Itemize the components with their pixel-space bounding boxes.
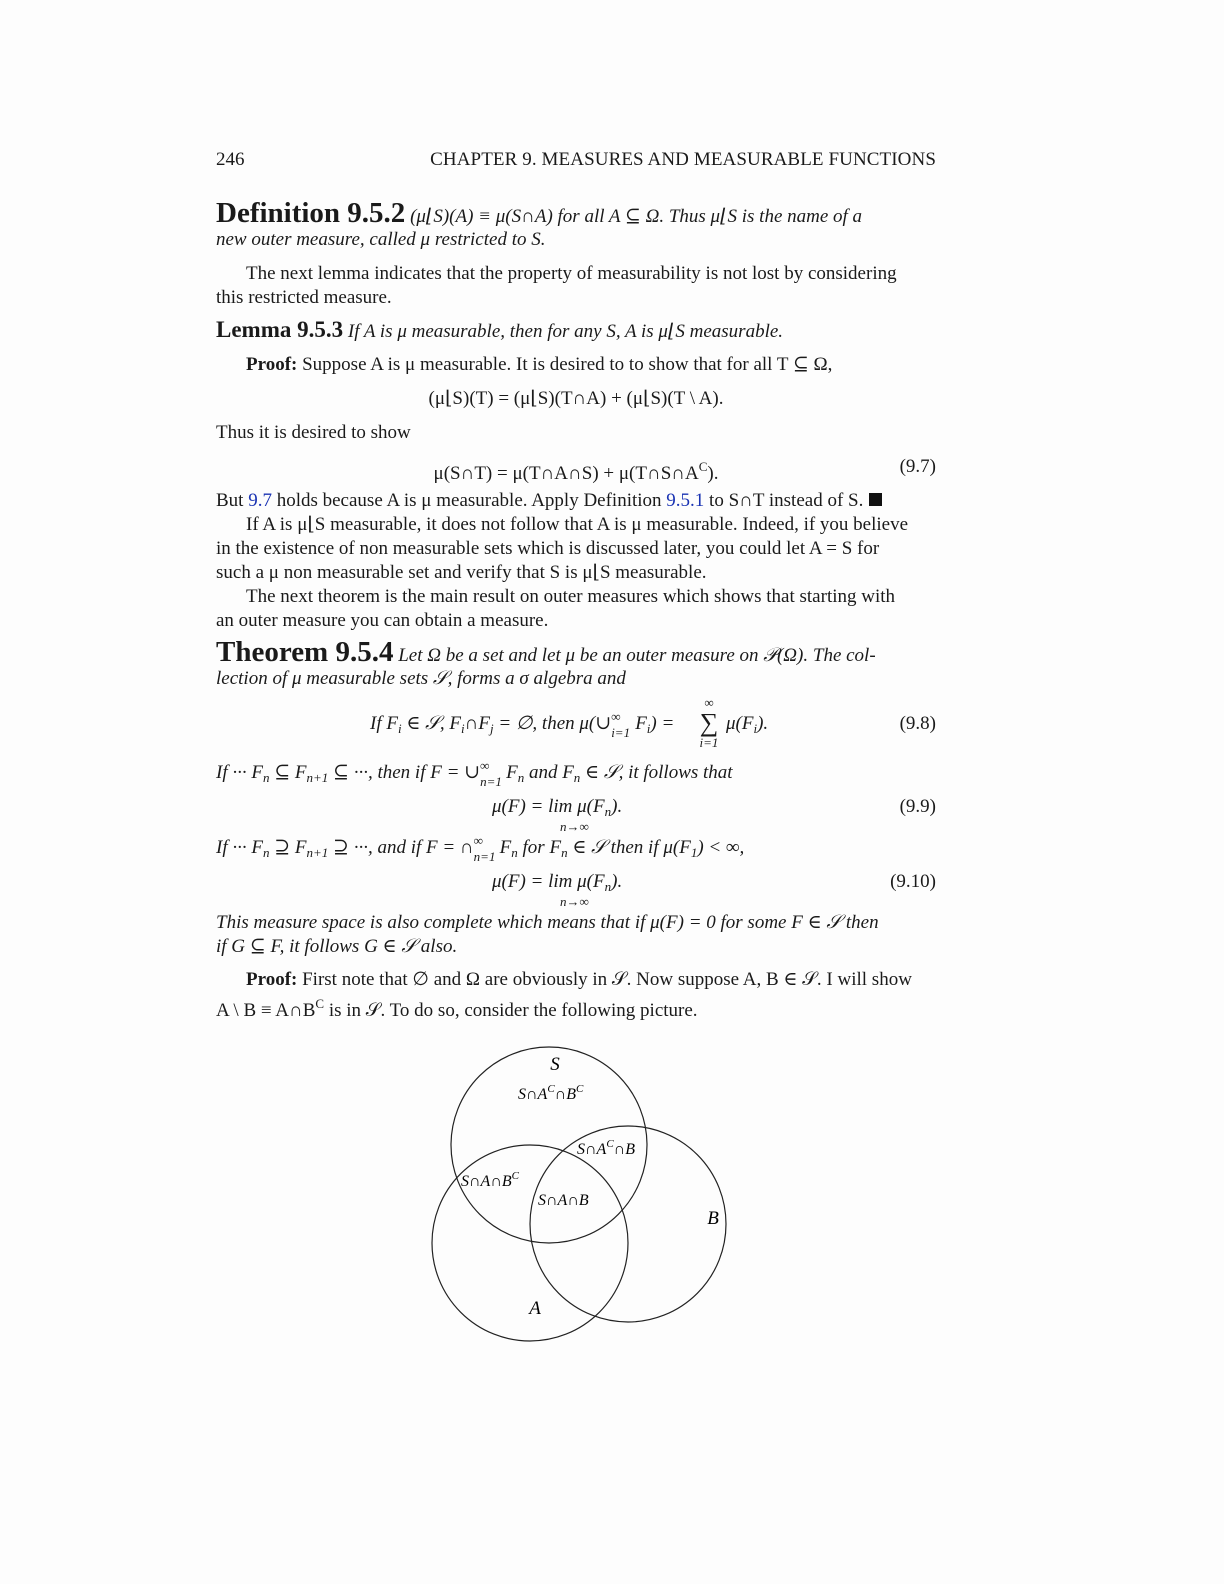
- paragraph-3: The next theorem is the main result on outer measures which shows that starting with an outer measure you can obtain a measure.: [216, 586, 896, 631]
- equation-tag-9-8: (9.8): [899, 713, 936, 734]
- chapter-title: CHAPTER 9. MEASURES AND MEASURABLE FUNCTIONS: [430, 149, 936, 170]
- proof-2-label: Proof:: [246, 969, 298, 990]
- page-number: 246: [216, 149, 245, 170]
- proof-1-thus: Thus it is desired to show: [216, 422, 411, 443]
- proof-2: Proof: First note that ∅ and Ω are obviously in 𝒮. Now suppose A, B ∈ 𝒮. I will show A \ $B \equiv A\cap B^C$ is in 𝒮. To do so, consider the following picture.: [216, 969, 912, 1021]
- paragraph-1-line-2: this restricted measure.: [216, 287, 392, 308]
- ref-definition-9-5-1-link[interactable]: 9.5.1: [666, 490, 705, 511]
- lemma-label: Lemma 9.5.3: [216, 317, 344, 342]
- equation-tag-9-9: (9.9): [899, 796, 936, 817]
- ref-equation-9-7-link[interactable]: 9.7: [248, 490, 272, 511]
- equation-9-8: If $F_i$ ∈ 𝒮, $F_i\cap F_j$ = ∅, then μ(∪ ∞ i=1 $F_i$) = ∞ ∑ i=1 $\mu(F_i)$. (9.8): [370, 695, 936, 750]
- venn-region-S-A-B: S∩A∩B: [538, 1192, 589, 1209]
- theorem-decreasing-line: If ··· $F_n$ ⊇ $F_{n+1}$ ⊇ ···, and if F = ∩ ∞ n=1 $F_n$ for $F_n$ ∈ 𝒮 then if $\mu(F_1)$ < ∞,: [216, 833, 745, 864]
- venn-region-S-only: $S\cap A^C\cap B^C$: [518, 1083, 584, 1103]
- equation-tag-9-10: (9.10): [890, 871, 936, 892]
- venn-region-S-A: $S\cap A\cap B^C$: [461, 1170, 519, 1190]
- equation-tag-9-7: (9.7): [899, 456, 936, 477]
- definition-text-1: (μ⌊S)(A) ≡ μ(S∩A) for all A ⊆ Ω. Thus μ⌊S is the name of a: [410, 206, 863, 227]
- theorem-text-2: lection of μ measurable sets 𝒮, forms a σ algebra and: [216, 668, 626, 689]
- paragraph-1-line-1: The next lemma indicates that the property of measurability is not lost by considering: [246, 263, 897, 284]
- display-equation-restricted: (μ⌊S)(T) = (μ⌊S)(T∩A) + (μ⌊S)(T \ A).: [428, 388, 724, 409]
- summation-symbol: ∞ ∑ i=1: [699, 695, 719, 750]
- theorem-increasing-line: If ··· $F_n$ ⊆ $F_{n+1}$ ⊆ ···, then if F = ∪ ∞ n=1 $F_n$ and $F_n$ ∈ 𝒮, it follows that: [216, 758, 733, 789]
- equation-9-7: μ(S∩T) = μ(T∩A∩S) + $\mu(T\cap S\cap A^C)$. (9.7): [433, 456, 936, 484]
- venn-label-S: S: [550, 1054, 560, 1075]
- equation-9-9: $\mu(F) = \lim \mu(F_n)$. n→∞ (9.9): [492, 796, 936, 834]
- proof-1-text: Suppose A is μ measurable. It is desired to to show that for all T ⊆ Ω,: [302, 354, 833, 375]
- theorem-label: Theorem 9.5.4: [216, 636, 394, 668]
- theorem-completeness: This measure space is also complete which means that if μ(F) = 0 for some F ∈ 𝒮 then if G ⊆ F, it follows G ∈ 𝒮 also.: [216, 912, 879, 957]
- lemma-text: If A is μ measurable, then for any S, A is μ⌊S measurable.: [347, 321, 784, 342]
- venn-label-B: B: [707, 1208, 719, 1229]
- proof-1-label: Proof:: [246, 354, 298, 375]
- theorem-text-1: Let Ω be a set and let μ be an outer measure on 𝒫(Ω). The col-: [398, 645, 876, 666]
- venn-region-S-B: $S\cap A^C\cap B$: [577, 1138, 635, 1158]
- venn-label-A: A: [529, 1298, 541, 1319]
- proof-1-conclusion: But 9.7 holds because A is μ measurable. Apply Definition 9.5.1 to S∩T instead of S.: [216, 489, 936, 513]
- definition-label: Definition 9.5.2: [216, 197, 406, 229]
- definition-text-2: new outer measure, called μ restricted to S.: [216, 229, 546, 250]
- equation-9-10: $\mu(F) = \lim \mu(F_n)$. n→∞ (9.10): [492, 871, 936, 909]
- paragraph-2: If A is μ⌊S measurable, it does not follow that A is μ measurable. Indeed, if you believe in the existence of non measurable sets which is discussed later, you could let A = S for such a μ non measurable set and verify that S is μ⌊S measurable.: [216, 514, 909, 583]
